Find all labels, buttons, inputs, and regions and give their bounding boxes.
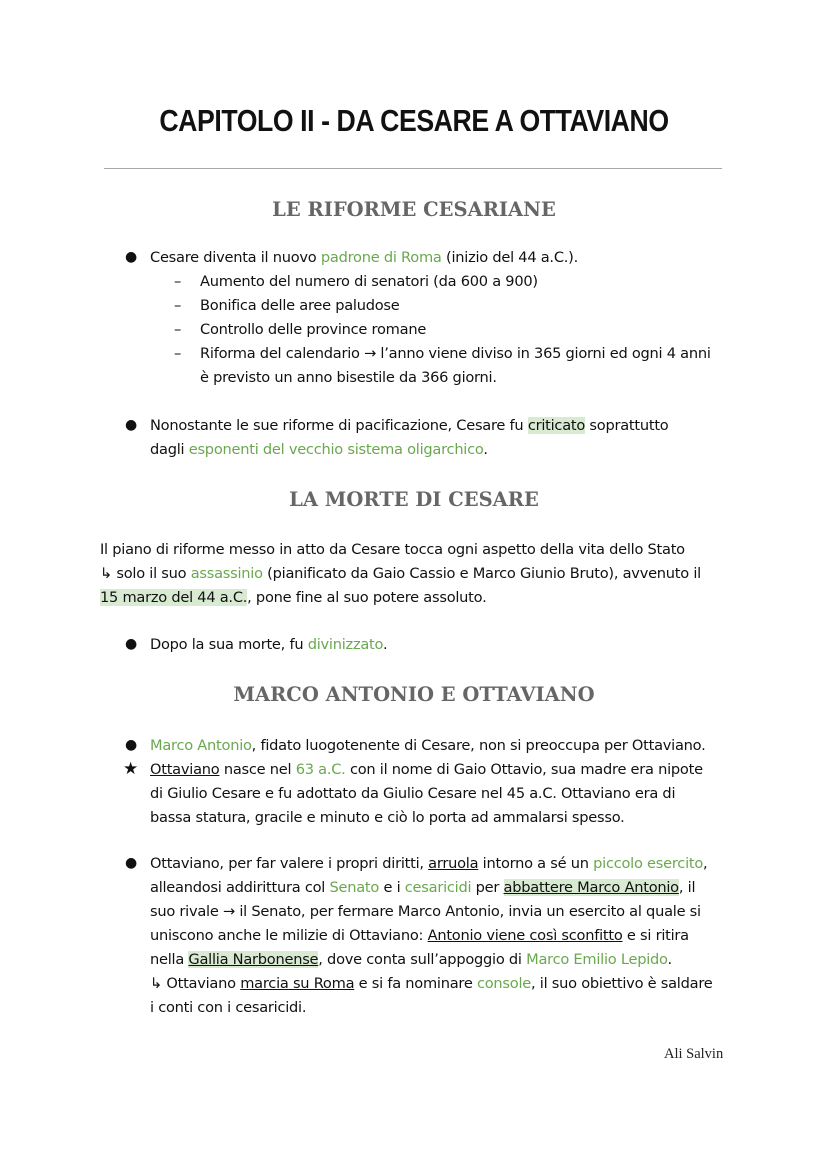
antonio-bullet-2-line-5: nella Gallia Narbonense, dove conta sull’appoggio di Marco Emilio Lepido. xyxy=(150,951,672,968)
heading-antonio: MARCO ANTONIO E OTTAVIANO xyxy=(233,683,595,706)
dash-icon: – xyxy=(174,273,182,290)
antonio-bullet-2-line-1: Ottaviano, per far valere i propri diritti, arruola intorno a sé un piccolo esercito, xyxy=(150,855,708,872)
morte-paragraph-line-1: Il piano di riforme messo in atto da Cesare tocca ogni aspetto della vita dello Stato xyxy=(100,541,685,558)
antonio-star-line-3: bassa statura, gracile e minuto e ciò lo porta ad ammalarsi spesso. xyxy=(150,809,625,826)
antonio-bullet-2-line-2: alleandosi addirittura col Senato e i cesaricidi per abbattere Marco Antonio, il xyxy=(150,879,696,896)
antonio-bullet-2-line-7: i conti con i cesaricidi. xyxy=(150,999,307,1016)
riforme-sub-2: Bonifica delle aree paludose xyxy=(200,297,400,314)
riforme-sub-4: Riforma del calendario → l’anno viene diviso in 365 giorni ed ogni 4 anni xyxy=(200,345,711,362)
bullet-icon: ● xyxy=(125,417,138,433)
riforme-bullet-2: Nonostante le sue riforme di pacificazione, Cesare fu criticato soprattutto xyxy=(150,417,669,434)
morte-paragraph-line-2: ↳ solo il suo assassinio (pianificato da Gaio Cassio e Marco Giunio Bruto), avvenuto il xyxy=(100,565,701,582)
dash-icon: – xyxy=(174,297,182,314)
heading-riforme: LE RIFORME CESARIANE xyxy=(272,198,556,221)
riforme-bullet-2-cont: dagli esponenti del vecchio sistema oligarchico. xyxy=(150,441,488,458)
bullet-icon: ● xyxy=(125,249,138,265)
antonio-bullet-2-line-4: uniscono anche le milizie di Ottaviano: Antonio viene così sconfitto e si ritira xyxy=(150,927,689,944)
riforme-sub-3: Controllo delle province romane xyxy=(200,321,427,338)
antonio-star-line-2: di Giulio Cesare e fu adottato da Giulio Cesare nel 45 a.C. Ottaviano era di xyxy=(150,785,676,802)
title-divider xyxy=(104,168,722,169)
heading-morte: LA MORTE DI CESARE xyxy=(289,488,539,511)
riforme-sub-1: Aumento del numero di senatori (da 600 a 900) xyxy=(200,273,538,290)
antonio-bullet-2-line-3: suo rivale → il Senato, per fermare Marco Antonio, invia un esercito al quale si xyxy=(150,903,701,920)
riforme-sub-4-cont: è previsto un anno bisestile da 366 giorni. xyxy=(200,369,497,386)
morte-paragraph-line-3: 15 marzo del 44 a.C., pone fine al suo potere assoluto. xyxy=(100,589,487,606)
bullet-icon: ● xyxy=(125,855,138,871)
riforme-bullet-1: Cesare diventa il nuovo padrone di Roma (inizio del 44 a.C.). xyxy=(150,249,578,266)
star-icon: ★ xyxy=(123,759,139,779)
morte-bullet-1: Dopo la sua morte, fu divinizzato. xyxy=(150,636,388,653)
dash-icon: – xyxy=(174,321,182,338)
bullet-icon: ● xyxy=(125,636,138,652)
page-title: CAPITOLO II - DA CESARE A OTTAVIANO xyxy=(159,103,669,138)
antonio-bullet-2-line-6: ↳ Ottaviano marcia su Roma e si fa nominare console, il suo obiettivo è saldare xyxy=(150,975,713,992)
author-signature: Ali Salvin xyxy=(664,1046,724,1062)
antonio-star-line-1: Ottaviano nasce nel 63 a.C. con il nome di Gaio Ottavio, sua madre era nipote xyxy=(150,761,703,778)
antonio-bullet-1: Marco Antonio, fidato luogotenente di Cesare, non si preoccupa per Ottaviano. xyxy=(150,737,706,754)
bullet-icon: ● xyxy=(125,737,138,753)
dash-icon: – xyxy=(174,345,182,362)
